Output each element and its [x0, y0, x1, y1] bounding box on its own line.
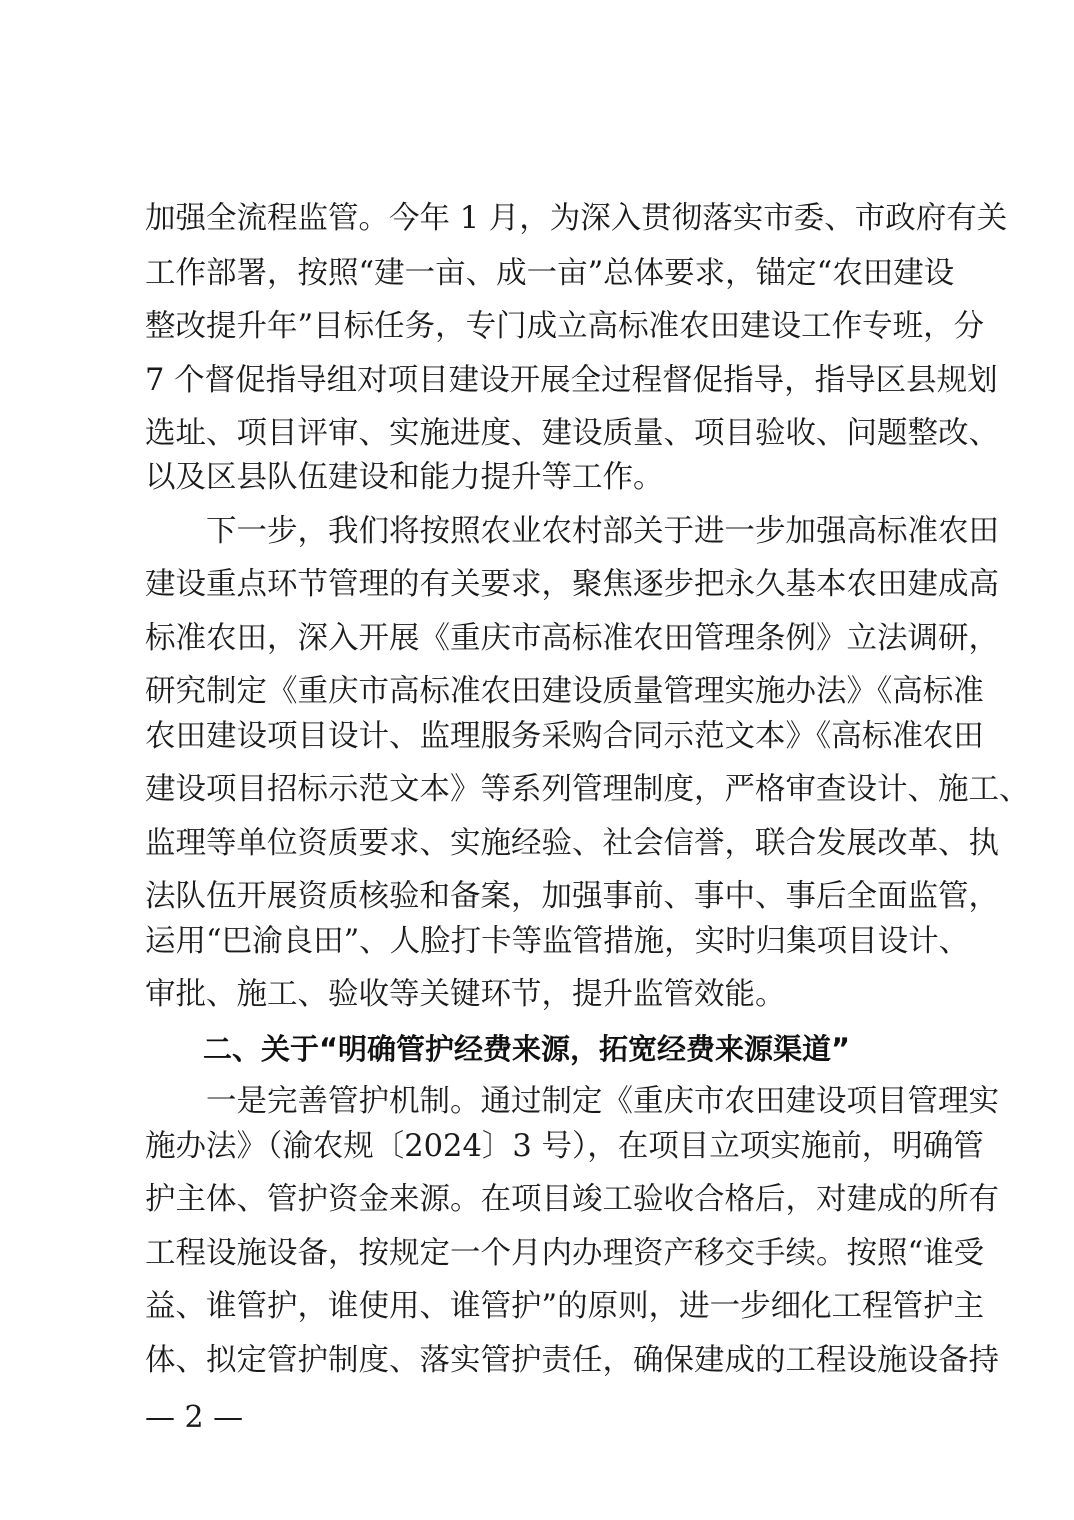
- paragraph-3-line-2: 施办法》（渝农规〔2024〕3 号），在项目立项实施前，明确管: [145, 1129, 984, 1164]
- paragraph-2-line-5: 农田建设项目设计、监理服务采购合同示范文本》《高标准农田: [145, 719, 984, 754]
- paragraph-3-line-3: 护主体、管护资金来源。在项目竣工验收合格后，对建成的所有: [145, 1182, 999, 1217]
- paragraph-2-line-2: 建设重点环节管理的有关要求，聚焦逐步把永久基本农田建成高: [145, 567, 999, 602]
- paragraph-1-line-4: 7 个督促指导组对项目建设开展全过程督促指导，指导区县规划: [145, 363, 998, 398]
- paragraph-1-line-5: 选址、项目评审、实施进度、建设质量、项目验收、问题整改、: [145, 416, 999, 451]
- paragraph-3-line-1: 一是完善管护机制。通过制定《重庆市农田建设项目管理实: [145, 1084, 999, 1119]
- paragraph-2-line-3: 标准农田，深入开展《重庆市高标准农田管理条例》立法调研，: [145, 621, 999, 656]
- paragraph-2-line-6: 建设项目招标示范文本》等系列管理制度，严格审查设计、施工、: [145, 772, 1030, 807]
- paragraph-1-line-2: 工作部署，按照“建一亩、成一亩”总体要求，锚定“农田建设: [145, 256, 955, 291]
- page-number: — 2 —: [145, 1400, 244, 1435]
- paragraph-2-line-9: 运用“巴渝良田”、人脸打卡等监管措施，实时归集项目设计、: [145, 924, 970, 959]
- paragraph-2-line-1: 下一步，我们将按照农业农村部关于进一步加强高标准农田: [145, 514, 999, 549]
- section-heading: 二、关于“明确管护经费来源，拓宽经费来源渠道”: [145, 1032, 851, 1066]
- paragraph-3-line-4: 工程设施设备，按规定一个月内办理资产移交手续。按照“谁受: [145, 1236, 985, 1271]
- paragraph-2-line-8: 法队伍开展资质核验和备案，加强事前、事中、事后全面监管，: [145, 879, 999, 914]
- paragraph-3-line-6: 体、拟定管护制度、落实管护责任，确保建成的工程设施设备持: [145, 1343, 999, 1378]
- paragraph-1-line-1: 加强全流程监管。今年 1 月，为深入贯彻落实市委、市政府有关: [145, 201, 1008, 236]
- paragraph-1-line-6: 以及区县队伍建设和能力提升等工作。: [145, 460, 664, 495]
- paragraph-2-line-10: 审批、施工、验收等关键环节，提升监管效能。: [145, 977, 786, 1012]
- paragraph-3-line-5: 益、谁管护，谁使用、谁管护”的原则，进一步细化工程管护主: [145, 1289, 985, 1324]
- paragraph-2-line-7: 监理等单位资质要求、实施经验、社会信誉，联合发展改革、执: [145, 826, 999, 861]
- paragraph-2-line-4: 研究制定《重庆市高标准农田建设质量管理实施办法》《高标准: [145, 674, 984, 709]
- paragraph-1-line-3: 整改提升年”目标任务，专门成立高标准农田建设工作专班，分: [145, 309, 985, 344]
